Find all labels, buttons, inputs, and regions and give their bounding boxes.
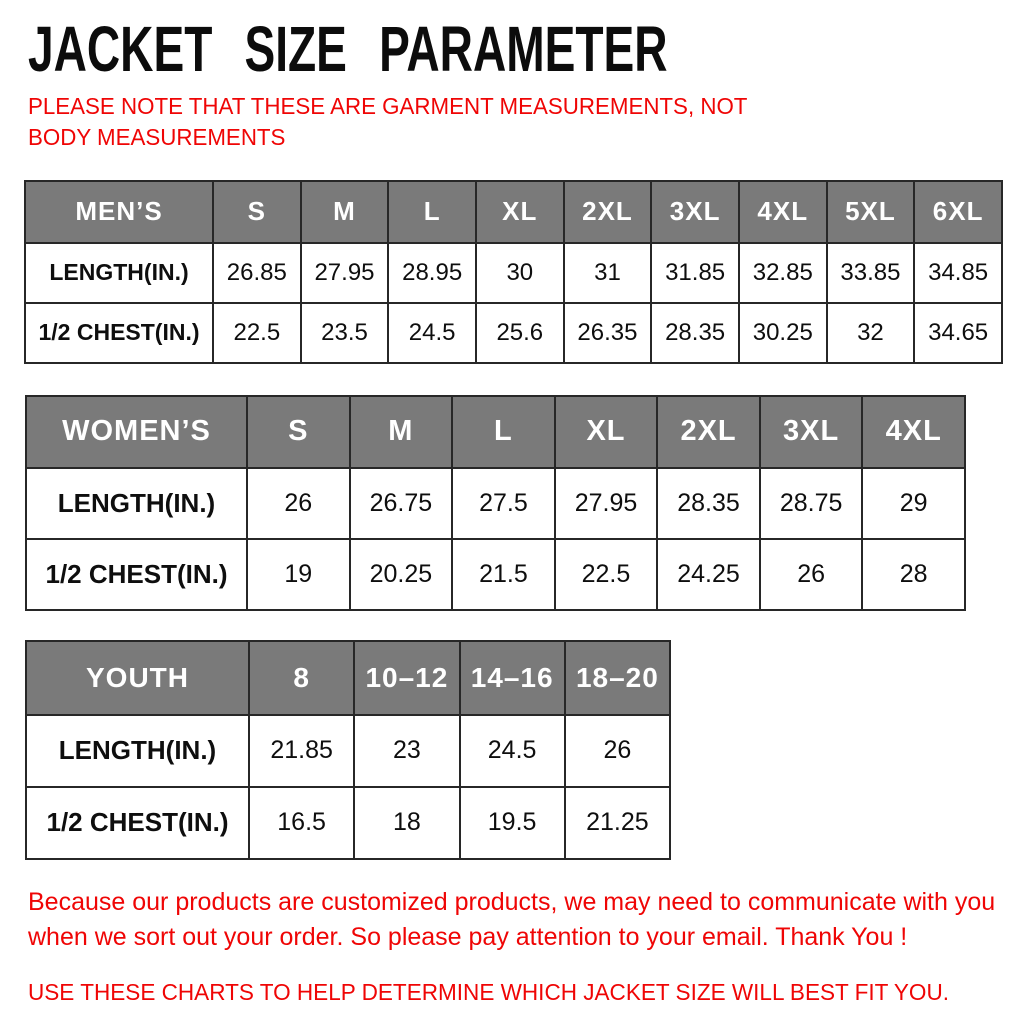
size-column-header: M [301,181,389,243]
size-value-cell: 27.5 [452,468,555,539]
table-row [26,539,965,610]
customized-products-note: Because our products are customized products, we may need to communicate with you when we sort out your order. So please pay attention to your email. Thank You ! [28,887,996,951]
size-tables-container [24,180,1024,860]
size-value-cell: 34.65 [914,303,1002,363]
table-row [26,715,670,787]
size-value-cell: 22.5 [213,303,301,363]
size-value-cell: 22.5 [555,539,658,610]
size-value-cell: 33.85 [827,243,915,303]
size-value-cell: 27.95 [301,243,389,303]
size-value-cell: 29 [862,468,965,539]
size-column-header: 10–12 [354,641,459,715]
size-value-cell: 16.5 [249,787,354,859]
table-group-header: YOUTH [26,641,249,715]
size-value-cell: 28.35 [651,303,739,363]
row-label: LENGTH(IN.) [26,468,247,539]
size-value-cell: 32 [827,303,915,363]
size-value-cell: 26.35 [564,303,652,363]
size-value-cell: 28.35 [657,468,760,539]
size-value-cell: 26 [565,715,670,787]
size-value-cell: 26.75 [350,468,453,539]
size-value-cell: 21.25 [565,787,670,859]
size-value-cell: 23 [354,715,459,787]
size-value-cell: 25.6 [476,303,564,363]
row-label: LENGTH(IN.) [26,715,249,787]
table-group-header: WOMEN’S [26,396,247,468]
size-column-header: 3XL [760,396,863,468]
size-value-cell: 34.85 [914,243,1002,303]
size-table-mens [24,180,1003,364]
size-column-header: 2XL [564,181,652,243]
size-value-cell: 19 [247,539,350,610]
size-column-header: 4XL [739,181,827,243]
table-row [26,468,965,539]
size-value-cell: 28 [862,539,965,610]
size-column-header: M [350,396,453,468]
size-value-cell: 32.85 [739,243,827,303]
size-column-header: 8 [249,641,354,715]
size-column-header: 6XL [914,181,1002,243]
row-label: 1/2 CHEST(IN.) [25,303,213,363]
size-value-cell: 19.5 [460,787,565,859]
page-title: JACKET SIZE PARAMETER [28,13,668,85]
size-value-cell: 31 [564,243,652,303]
size-value-cell: 20.25 [350,539,453,610]
size-column-header: 4XL [862,396,965,468]
size-value-cell: 21.5 [452,539,555,610]
size-column-header: XL [476,181,564,243]
size-column-header: L [388,181,476,243]
size-value-cell: 30 [476,243,564,303]
size-table-header-row [25,181,1002,243]
table-row [25,303,1002,363]
size-column-header: 18–20 [565,641,670,715]
size-value-cell: 24.5 [460,715,565,787]
size-column-header: S [213,181,301,243]
size-value-cell: 28.95 [388,243,476,303]
size-column-header: 3XL [651,181,739,243]
table-group-header: MEN’S [25,181,213,243]
size-value-cell: 24.5 [388,303,476,363]
size-value-cell: 23.5 [301,303,389,363]
size-column-header: S [247,396,350,468]
size-value-cell: 28.75 [760,468,863,539]
table-row [26,787,670,859]
size-value-cell: 21.85 [249,715,354,787]
size-column-header: 5XL [827,181,915,243]
row-label: 1/2 CHEST(IN.) [26,539,247,610]
size-table-youth [25,640,671,860]
size-value-cell: 26 [760,539,863,610]
row-label: LENGTH(IN.) [25,243,213,303]
size-value-cell: 26.85 [213,243,301,303]
size-column-header: 2XL [657,396,760,468]
chart-usage-note: USE THESE CHARTS TO HELP DETERMINE WHICH JACKET SIZE WILL BEST FIT YOU. [28,978,950,1005]
size-value-cell: 30.25 [739,303,827,363]
size-table-womens [25,395,966,611]
size-value-cell: 18 [354,787,459,859]
row-label: 1/2 CHEST(IN.) [26,787,249,859]
table-row [25,243,1002,303]
garment-measurement-note: PLEASE NOTE THAT THESE ARE GARMENT MEASUREMENTS, NOT BODY MEASUREMENTS [28,93,748,150]
size-column-header: XL [555,396,658,468]
size-value-cell: 26 [247,468,350,539]
size-value-cell: 24.25 [657,539,760,610]
size-value-cell: 27.95 [555,468,658,539]
size-table-header-row [26,396,965,468]
size-table-header-row [26,641,670,715]
size-column-header: 14–16 [460,641,565,715]
size-column-header: L [452,396,555,468]
size-value-cell: 31.85 [651,243,739,303]
